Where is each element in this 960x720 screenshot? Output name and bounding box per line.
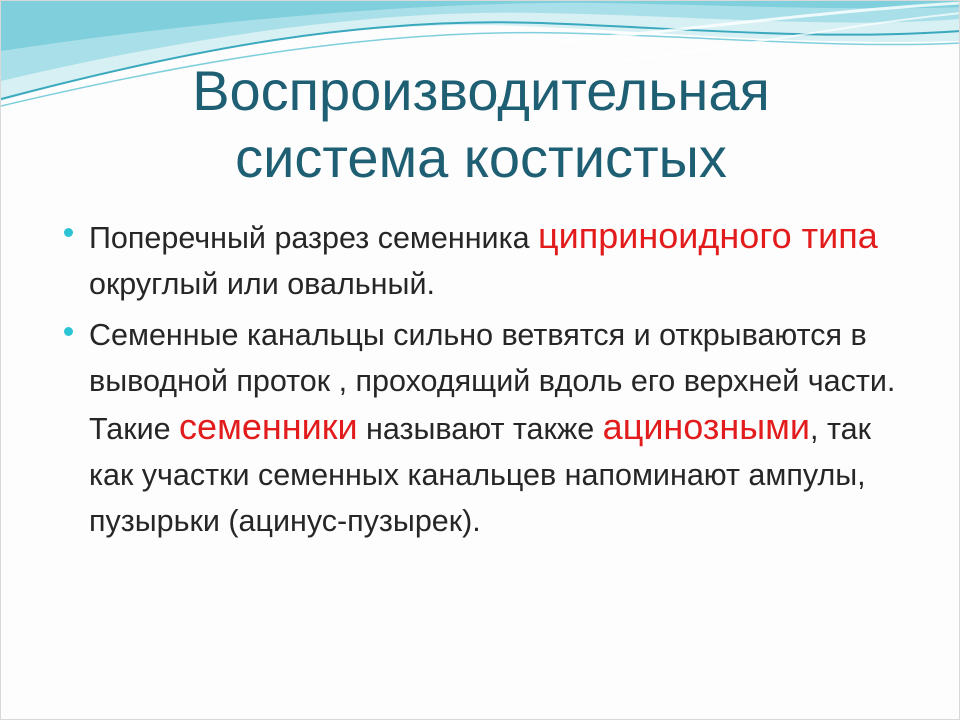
bullet-list xyxy=(63,213,913,549)
bullet-2-text-1: Семенные канальцы сильно ветвятся и открываются в выводной проток , проходящий вдоль его верхней части. Такие xyxy=(89,318,896,446)
bullet-2-highlight-1: семенники xyxy=(179,406,358,447)
bullet-icon xyxy=(64,327,73,336)
slide-title xyxy=(81,57,881,191)
bullet-1-highlight-1: ципринoидного типа xyxy=(538,215,878,256)
title-line-1: Воспроизводительная xyxy=(192,59,770,122)
bullet-2-highlight-2: ацинозными xyxy=(602,406,811,447)
bullet-2-text-3: , так как участки семенных канальцев напоминают ампулы, пузырьки (ацинус-пузырек). xyxy=(89,412,871,538)
title-line-2: система костистых xyxy=(235,126,727,189)
bullet-item-1 xyxy=(63,213,913,307)
bullet-icon xyxy=(64,228,73,237)
bullet-2-text-2: называют также xyxy=(357,412,603,446)
bullet-item-2 xyxy=(63,312,913,544)
bullet-1-text-1: Поперечный разрез семенника xyxy=(89,221,539,255)
bullet-1-text-2: округлый или овальный. xyxy=(89,267,435,301)
